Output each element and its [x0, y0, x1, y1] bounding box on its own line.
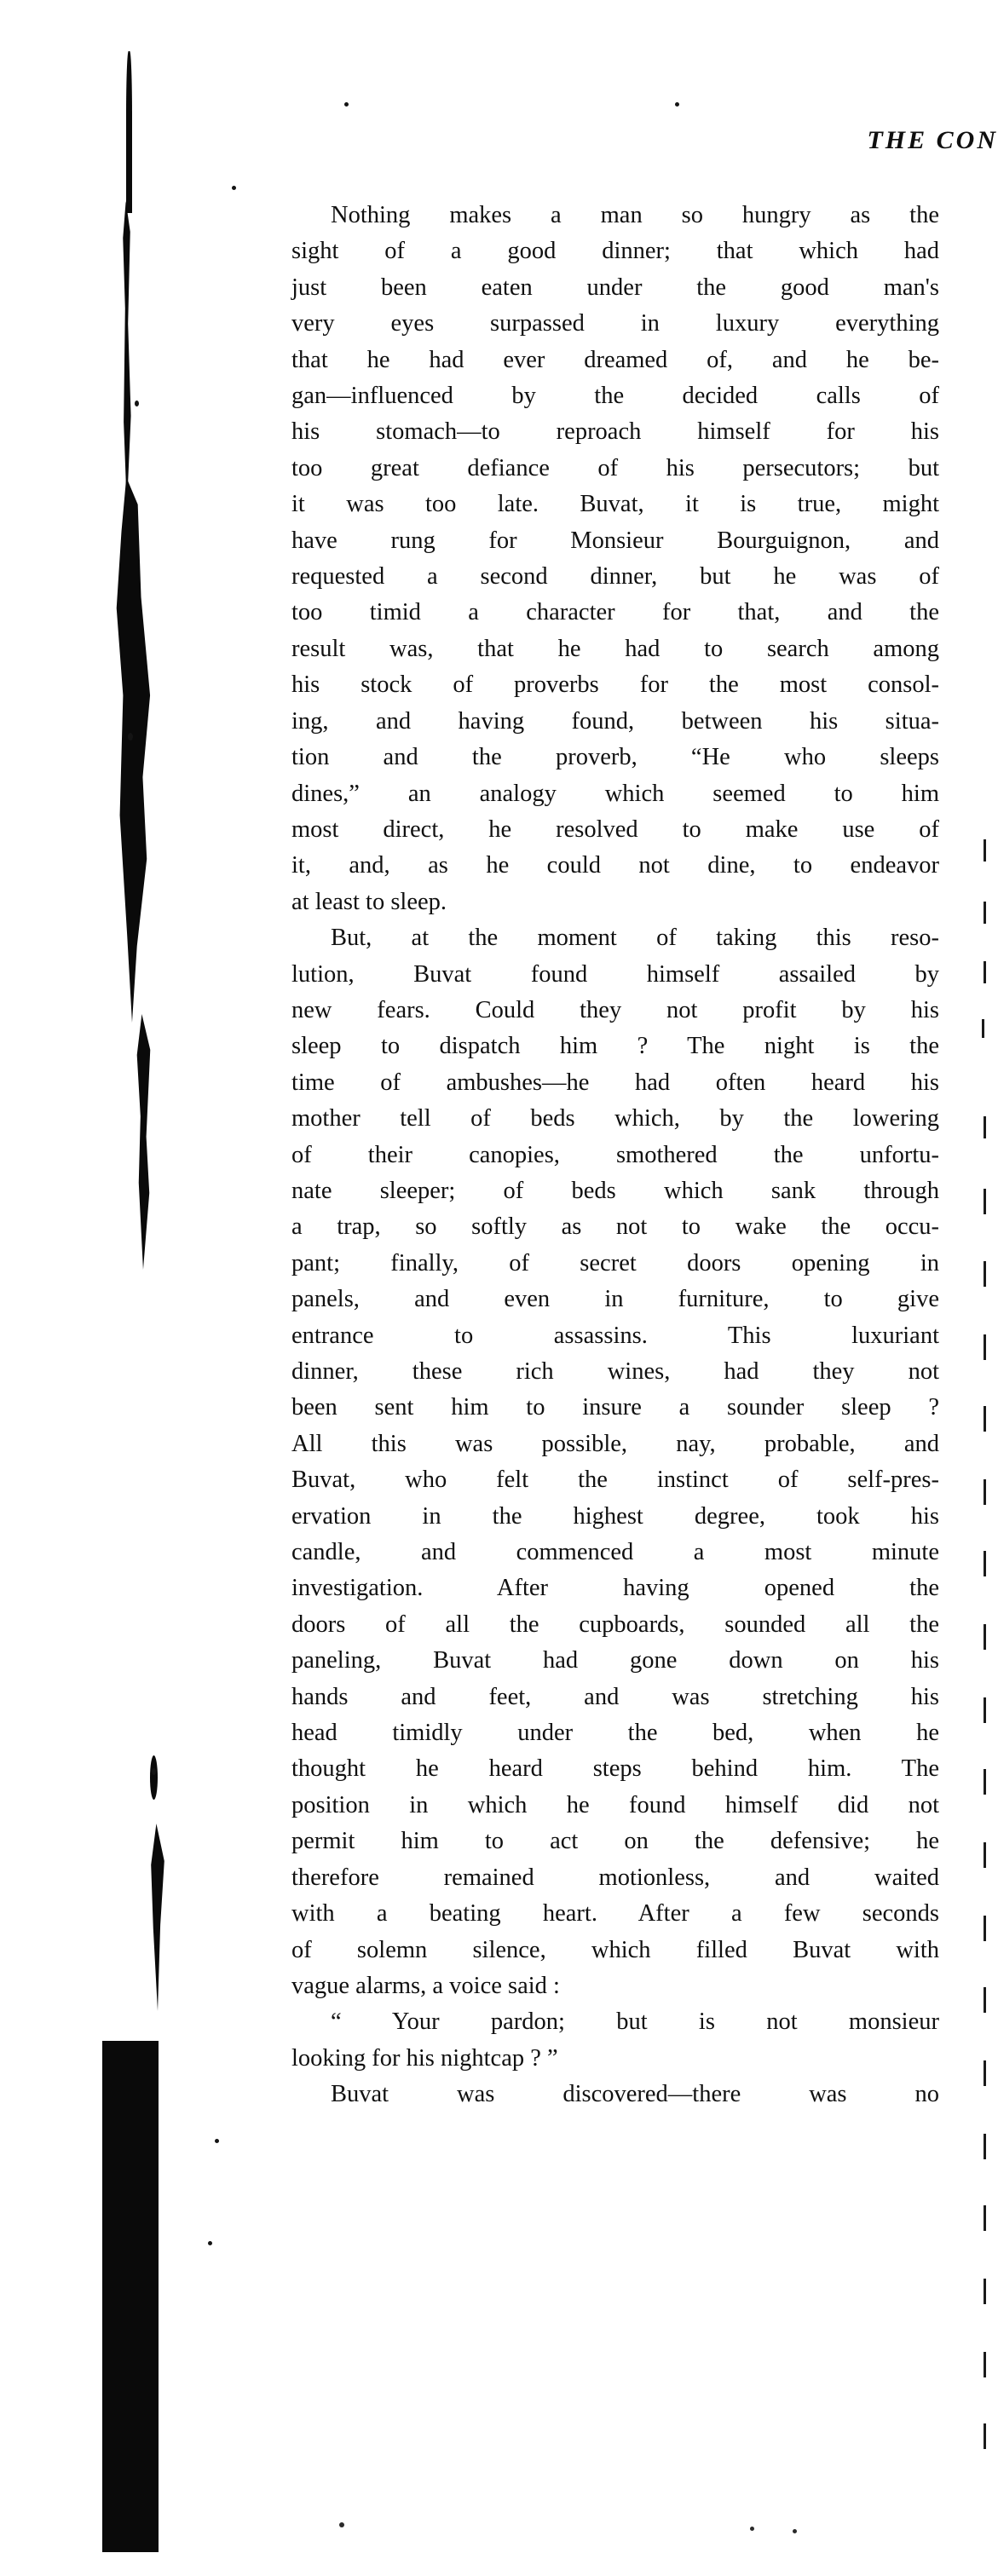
text-line: lution, Buvat found himself assailed by	[291, 960, 939, 988]
text-line: looking for his nightcap ? ”	[291, 2044, 558, 2072]
ink-speck	[750, 2527, 754, 2531]
text-line: “ Your pardon; but is not monsieur	[331, 2008, 939, 2036]
text-line: it was too late. Buvat, it is true, might	[291, 491, 939, 518]
text-line: that he had ever dreamed of, and he be-	[291, 346, 939, 373]
page-edge-mark	[984, 961, 986, 983]
text-line: But, at the moment of taking this reso-	[331, 925, 939, 952]
paragraph	[252, 198, 939, 920]
page-edge-mark	[984, 902, 986, 924]
text-line: at least to sleep.	[291, 888, 447, 915]
ink-speck	[675, 102, 679, 107]
text-line: Buvat was discovered—there was no	[331, 2081, 939, 2108]
page-edge-mark	[984, 1987, 986, 2013]
ink-speck	[339, 2522, 344, 2527]
text-line: requested a second dinner, but he was of	[291, 563, 939, 591]
ink-speck	[152, 1768, 156, 1775]
text-line: new fears. Could they not profit by his	[291, 996, 939, 1023]
text-line: tion and the proverb, “He who sleeps	[291, 744, 939, 771]
page-edge-mark	[984, 1406, 986, 1432]
text-line: with a beating heart. After a few seconds	[291, 1900, 939, 1928]
page-edge-mark	[984, 1769, 986, 1795]
text-line: position in which he found himself did not	[291, 1791, 939, 1818]
ink-speck	[208, 2241, 212, 2245]
ink-speck	[215, 2139, 219, 2143]
text-line: thought he heard steps behind him. The	[291, 1755, 939, 1783]
text-line: vague alarms, a voice said :	[291, 1972, 560, 1999]
body-text-column	[252, 198, 939, 2113]
text-line: gan—influenced by the decided calls of	[291, 383, 939, 410]
text-line: Buvat, who felt the instinct of self-pres-	[291, 1467, 939, 1494]
text-line: nate sleeper; of beds which sank through	[291, 1177, 939, 1204]
text-line: have rung for Monsieur Bourguignon, and	[291, 527, 939, 554]
paragraph	[252, 2004, 939, 2077]
page-edge-mark	[982, 1019, 984, 1038]
text-line: panels, and even in furniture, to give	[291, 1286, 939, 1313]
text-line: permit him to act on the defensive; he	[291, 1828, 939, 1855]
text-line: of solemn silence, which filled Buvat with	[291, 1936, 939, 1963]
ink-speck	[232, 186, 236, 190]
text-line: been sent him to insure a sounder sleep ?	[291, 1394, 939, 1421]
text-line: too great defiance of his persecutors; but	[291, 454, 939, 481]
page-edge-mark	[984, 1334, 986, 1360]
text-line: paneling, Buvat had gone down on his	[291, 1647, 939, 1674]
ink-speck	[344, 102, 349, 107]
scan-gutter-artifacts	[0, 0, 256, 2576]
text-line: therefore remained motionless, and waited	[291, 1864, 939, 1891]
text-line: investigation. After having opened the	[291, 1575, 939, 1602]
page-edge-mark	[984, 1261, 986, 1287]
text-line: All this was possible, nay, probable, and	[291, 1430, 939, 1457]
page-edge-mark	[984, 839, 986, 862]
text-line: his stomach—to reproach himself for his	[291, 418, 939, 446]
text-line: Nothing makes a man so hungry as the	[331, 202, 939, 228]
page-edge-mark	[984, 2134, 986, 2159]
text-line: candle, and commenced a most minute	[291, 1539, 939, 1566]
page-edge-mark	[984, 1189, 986, 1214]
text-line: just been eaten under the good man's	[291, 274, 939, 301]
ink-speck	[793, 2529, 797, 2533]
text-line: ervation in the highest degree, took his	[291, 1502, 939, 1530]
ink-blob	[119, 201, 134, 508]
ink-speck	[128, 733, 133, 741]
paragraph	[252, 2077, 939, 2112]
text-line: dines,” an analogy which seemed to him	[291, 780, 939, 807]
page-edge-mark	[984, 1916, 986, 1941]
text-line: his stock of proverbs for the most consol-	[291, 671, 939, 699]
page-edge-mark	[984, 1116, 986, 1138]
text-line: dinner, these rich wines, had they not	[291, 1358, 939, 1385]
page-edge-mark	[984, 1842, 986, 1868]
ink-blob	[102, 2041, 159, 2552]
text-line: time of ambushes—he had often heard his	[291, 1069, 939, 1096]
ink-blob	[126, 51, 132, 213]
text-line: very eyes surpassed in luxury everything	[291, 310, 939, 337]
text-line: of their canopies, smothered the unfortu-	[291, 1141, 939, 1168]
ink-blob	[150, 1755, 158, 1800]
text-line: ing, and having found, between his situa-	[291, 707, 939, 735]
page-edge-mark	[984, 2060, 986, 2086]
page-edge-mark	[984, 2352, 986, 2377]
text-line: doors of all the cupboards, sounded all the	[291, 1611, 939, 1638]
page-edge-mark	[984, 1551, 986, 1576]
ink-blob	[111, 477, 152, 1023]
text-line: pant; finally, of secret doors opening in	[291, 1249, 939, 1276]
text-line: sleep to dispatch him ? The night is the	[291, 1033, 939, 1060]
page-edge-mark	[984, 2279, 986, 2304]
page-edge-mark	[984, 1624, 986, 1650]
text-line: result was, that he had to search among	[291, 635, 939, 662]
text-line: a trap, so softly as not to wake the occu-	[291, 1213, 939, 1241]
ink-blob	[147, 1824, 169, 2011]
page-edge-mark	[984, 1697, 986, 1723]
text-line: hands and feet, and was stretching his	[291, 1683, 939, 1710]
text-line: mother tell of beds which, by the lowering	[291, 1105, 939, 1132]
text-line: it, and, as he could not dine, to endeavor	[291, 852, 939, 879]
running-head: THE CON	[867, 126, 998, 154]
page-edge-mark	[984, 2205, 986, 2231]
text-line: too timid a character for that, and the	[291, 599, 939, 626]
paragraph	[252, 920, 939, 2004]
text-line: head timidly under the bed, when he	[291, 1720, 939, 1747]
ink-blob	[133, 1014, 155, 1270]
text-line: entrance to assassins. This luxuriant	[291, 1322, 939, 1349]
page-edge-mark	[984, 1479, 986, 1505]
page-edge-mark	[984, 2423, 986, 2449]
text-line: sight of a good dinner; that which had	[291, 238, 939, 265]
ink-speck	[135, 401, 139, 406]
text-line: most direct, he resolved to make use of	[291, 815, 939, 843]
